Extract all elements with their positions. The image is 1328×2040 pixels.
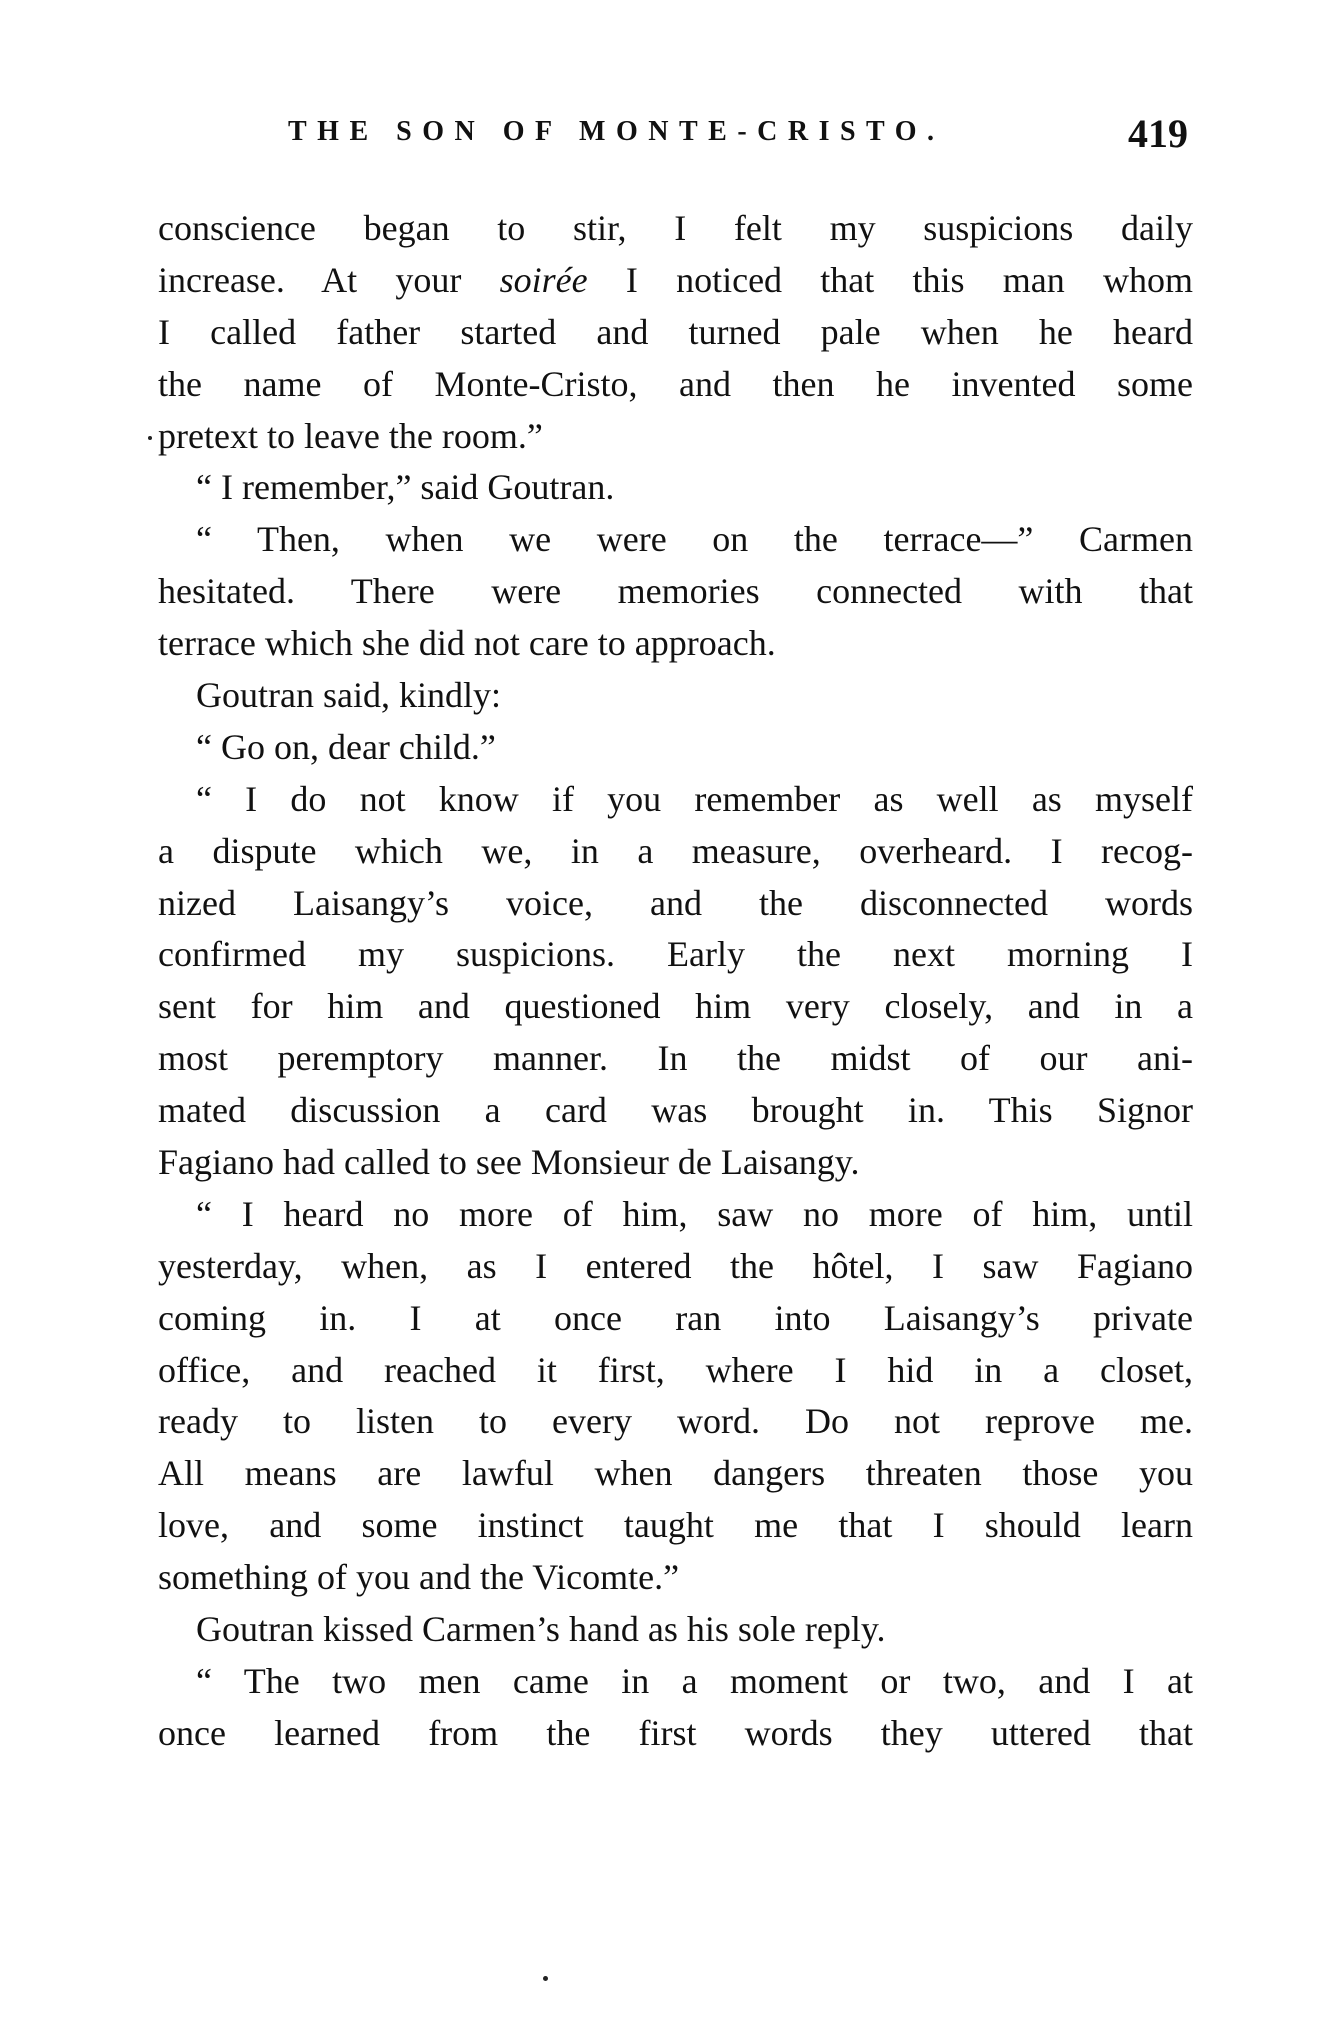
text-line: “ I do not know if you remember as well as myself <box>196 778 1193 819</box>
print-speck <box>148 436 152 440</box>
text-line: nized Laisangy’s voice, and the disconnected words <box>158 882 1193 923</box>
text-line: conscience began to stir, I felt my suspicions daily <box>158 208 1193 248</box>
italic-word: soirée <box>499 259 588 300</box>
text-line: sent for him and questioned him very closely, and in a <box>158 986 1193 1027</box>
text-line: mated discussion a card was brought in. This Signor <box>158 1090 1193 1131</box>
text-line: most peremptory manner. In the midst of our ani- <box>158 1038 1193 1079</box>
text-line: pretext to leave the room.” <box>158 415 543 456</box>
text-line: office, and reached it first, where I hid in a closet, <box>158 1349 1193 1390</box>
text-line: terrace which she did not care to approach. <box>158 623 776 664</box>
text-line: the name of Monte-Cristo, and then he invented some <box>158 363 1193 404</box>
text-line <box>158 255 1193 307</box>
text-line: love, and some instinct taught me that I should learn <box>158 1505 1193 1546</box>
text-line: something of you and the Vicomte.” <box>158 1557 680 1598</box>
text-line: All means are lawful when dangers threaten those you <box>158 1453 1193 1494</box>
text-segment: I noticed that this man whom <box>587 259 1193 300</box>
text-line: Goutran kissed Carmen’s hand as his sole reply. <box>196 1609 886 1650</box>
text-line: once learned from the first words they uttered that <box>158 1712 1193 1753</box>
text-line: “ I heard no more of him, saw no more of him, until <box>196 1193 1193 1234</box>
text-line: Fagiano had called to see Monsieur de Laisangy. <box>158 1142 860 1183</box>
text-line: “ Then, when we were on the terrace—” Carmen <box>196 519 1193 560</box>
text-line: I called father started and turned pale when he heard <box>158 311 1193 352</box>
text-line: “ Go on, dear child.” <box>196 726 496 767</box>
text-line: “ The two men came in a moment or two, and I at <box>196 1660 1193 1701</box>
running-title: THE SON OF MONTE-CRISTO. <box>288 116 945 147</box>
text-segment: increase. At your <box>158 259 500 300</box>
text-line: Goutran said, kindly: <box>196 675 501 716</box>
text-line: hesitated. There were memories connected with that <box>158 571 1193 612</box>
text-line: coming in. I at once ran into Laisangy’s private <box>158 1297 1193 1338</box>
text-line: a dispute which we, in a measure, overheard. I recog- <box>158 830 1193 871</box>
text-line: “ I remember,” said Goutran. <box>196 467 615 508</box>
page-number: 419 <box>1128 111 1188 156</box>
text-line: ready to listen to every word. Do not reprove me. <box>158 1401 1193 1442</box>
print-speck <box>543 1976 548 1981</box>
text-line: yesterday, when, as I entered the hôtel, I saw Fagiano <box>158 1245 1193 1286</box>
text-line: confirmed my suspicions. Early the next morning I <box>158 934 1193 975</box>
body-text <box>158 203 1193 1760</box>
running-header <box>288 110 1188 156</box>
